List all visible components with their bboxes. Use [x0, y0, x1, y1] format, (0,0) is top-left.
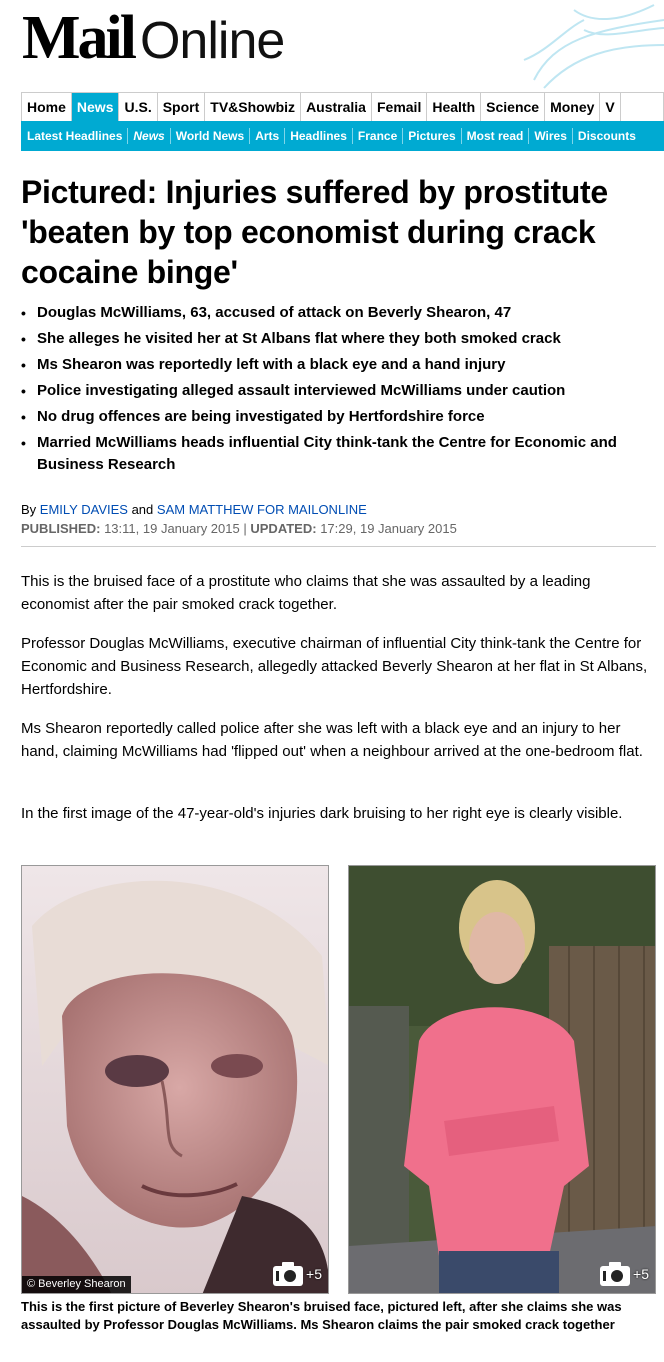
summary-bullet: • She alleges he visited her at St Albans flat where they both smoked crack — [21, 328, 651, 350]
summary-bullet: • Police investigating alleged assault interviewed McWilliams under caution — [21, 380, 651, 402]
nav-news[interactable]: News — [72, 93, 120, 121]
camera-icon — [599, 1261, 631, 1287]
subnav-news[interactable]: News — [128, 128, 170, 144]
summary-bullet: • No drug offences are being investigated by Hertfordshire force — [21, 406, 651, 428]
article-paragraph: In the first image of the 47-year-old's injuries dark bruising to her right eye is clearly visible. — [21, 805, 623, 822]
subnav-latest-headlines[interactable]: Latest Headlines — [21, 128, 128, 144]
subnav-discounts[interactable]: Discounts — [577, 129, 636, 143]
subnav-world-news[interactable]: World News — [171, 128, 250, 144]
byline — [21, 500, 651, 520]
byline-and: and — [131, 502, 154, 517]
nav-home[interactable]: Home — [22, 93, 72, 121]
subnav-wires[interactable]: Wires — [529, 128, 573, 144]
nav-us[interactable]: U.S. — [119, 93, 157, 121]
nav-science[interactable]: Science — [481, 93, 545, 121]
published-time: 13:11, 19 January 2015 — [104, 521, 240, 536]
photo-gallery-button[interactable] — [599, 1261, 649, 1287]
gallery-count: +5 — [306, 1266, 322, 1282]
article-photo-bruised-face[interactable] — [21, 865, 329, 1294]
updated-time: 17:29, 19 January 2015 — [320, 521, 457, 536]
article-summary-bullets — [21, 302, 651, 480]
masthead-decoration — [514, 0, 664, 90]
logo-mail-text: Mail — [22, 4, 134, 72]
summary-bullet: • Douglas McWilliams, 63, accused of attack on Beverly Shearon, 47 — [21, 302, 651, 324]
masthead — [0, 0, 664, 90]
byline-divider — [21, 546, 656, 547]
subnav-arts[interactable]: Arts — [250, 128, 285, 144]
nav-video[interactable]: V — [600, 93, 620, 121]
nav-tv-showbiz[interactable]: TV&Showbiz — [205, 93, 301, 121]
photo-gallery-button[interactable] — [272, 1261, 322, 1287]
nav-femail[interactable]: Femail — [372, 93, 427, 121]
publish-info — [21, 519, 651, 539]
logo-online-text: Online — [139, 12, 285, 70]
secondary-nav — [21, 121, 664, 151]
subnav-pictures[interactable]: Pictures — [403, 128, 461, 144]
subnav-headlines[interactable]: Headlines — [285, 128, 353, 144]
nav-health[interactable]: Health — [427, 93, 481, 121]
site-logo[interactable] — [22, 6, 284, 70]
photo-caption: This is the first picture of Beverley Shearon's bruised face, pictured left, after she claims she was assaulted by Professor Douglas McWilliams. Ms Shearon claims the pair smoked crack together — [21, 1299, 622, 1332]
article-paragraph: This is the bruised face of a prostitute who claims that she was assaulted by a leading economist after the pair smoked crack together. — [21, 573, 591, 613]
updated-label: UPDATED: — [250, 521, 317, 536]
publish-separator: | — [243, 521, 247, 536]
primary-nav — [21, 92, 664, 121]
article-paragraph: Ms Shearon reportedly called police after she was left with a black eye and an injury to her hand, claiming McWilliams had 'flipped out' when a neighbour arrived at the one-bedroom flat. — [21, 720, 643, 760]
gallery-count: +5 — [633, 1266, 649, 1282]
subnav-france[interactable]: France — [353, 128, 403, 144]
published-label: PUBLISHED: — [21, 521, 101, 536]
byline-by: By — [21, 502, 37, 517]
nav-sport[interactable]: Sport — [158, 93, 206, 121]
subnav-most-read[interactable]: Most read — [462, 128, 530, 144]
camera-icon — [272, 1261, 304, 1287]
photo-portrait-image — [349, 866, 656, 1294]
author-link-sam-matthew[interactable]: SAM MATTHEW FOR MAILONLINE — [156, 502, 367, 517]
nav-money[interactable]: Money — [545, 93, 600, 121]
author-link-emily-davies[interactable]: EMILY DAVIES — [39, 502, 128, 517]
summary-bullet: • Ms Shearon was reportedly left with a black eye and a hand injury — [21, 354, 651, 376]
photo-credit: © Beverley Shearon — [22, 1276, 131, 1293]
article-photo-portrait[interactable] — [348, 865, 656, 1294]
nav-australia[interactable]: Australia — [301, 93, 372, 121]
summary-bullet: • Married McWilliams heads influential City think-tank the Centre for Economic and Business Research — [21, 432, 651, 476]
article-headline: Pictured: Injuries suffered by prostitute 'beaten by top economist during crack cocaine binge' — [21, 174, 608, 290]
photo-bruised-face-image — [22, 866, 329, 1294]
article-paragraph: Professor Douglas McWilliams, executive chairman of influential City think-tank the Centre for Economic and Business Research, allegedly attacked Beverly Shearon at her flat in St Albans, Hertfordshire. — [21, 635, 648, 698]
